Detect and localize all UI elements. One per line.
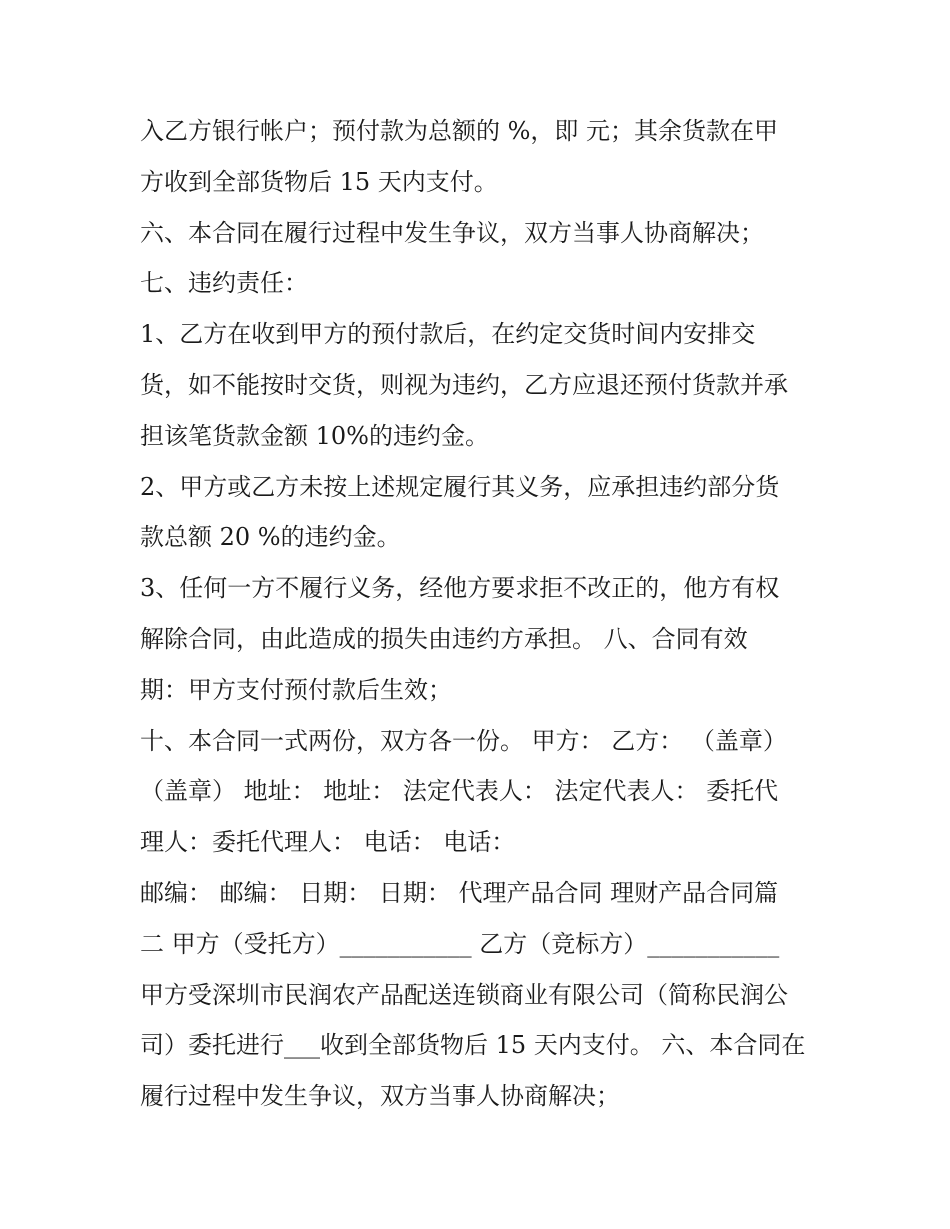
text-line: 入乙方银行帐户；预付款为总额的 %，即 元；其余货款在甲 [140, 117, 779, 145]
text-line: 司）委托进行___收到全部货物后 15 天内支付。 六、本合同在 [140, 1031, 806, 1060]
text-line: 邮编： 邮编： 日期： 日期： 代理产品合同 理财产品合同篇 [140, 878, 779, 907]
text-line: 六、本合同在履行过程中发生争议，双方当事人协商解决； [140, 218, 764, 247]
text-line: 理人：委托代理人： 电话： 电话： [140, 828, 516, 857]
text-line: 2、甲方或乙方未按上述规定履行其义务，应承担违约部分货 [140, 472, 780, 501]
text-line: 解除合同，由此造成的损失由违约方承担。 八、合同有效 [140, 624, 748, 653]
text-line: 履行过程中发生争议，双方当事人协商解决； [140, 1082, 620, 1111]
text-line: 款总额 20 %的违约金。 [140, 523, 401, 552]
text-line: 甲方受深圳市民润农产品配送连锁商业有限公司（简称民润公 [140, 980, 788, 1009]
text-line: 二 甲方（受托方）___________ 乙方（竞标方）___________ [140, 929, 780, 958]
text-line: 担该笔货款金额 10%的违约金。 [140, 421, 489, 450]
text-line: 货，如不能按时交货，则视为违约，乙方应退还预付货款并承 [140, 370, 788, 399]
contract-text [140, 106, 830, 1122]
text-line: 1、乙方在收到甲方的预付款后，在约定交货时间内安排交 [140, 320, 756, 349]
text-line: 七、违约责任： [140, 269, 308, 298]
text-line: 期：甲方支付预付款后生效； [140, 675, 452, 704]
text-line: 3、任何一方不履行义务，经他方要求拒不改正的，他方有权 [140, 574, 780, 603]
text-line: （盖章） 地址： 地址： 法定代表人： 法定代表人： 委托代 [140, 777, 779, 806]
text-line: 十、本合同一式两份，双方各一份。 甲方： 乙方： （盖章） [140, 726, 787, 755]
text-line: 方收到全部货物后 15 天内支付。 [140, 167, 498, 196]
